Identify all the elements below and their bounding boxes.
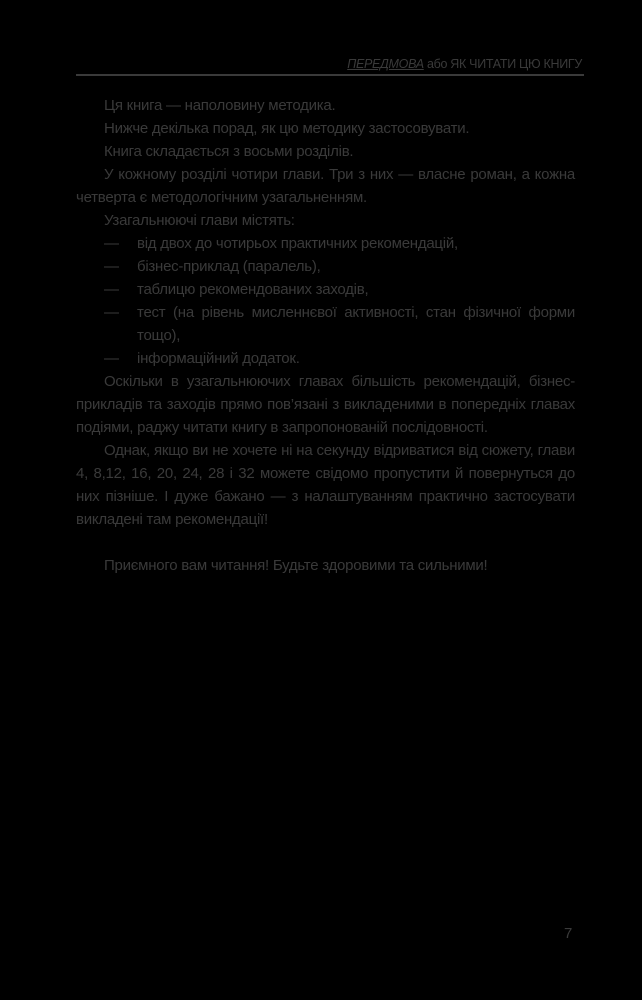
- paragraph: Ця книга — наполовину методика.: [104, 97, 336, 114]
- bullet-list: [76, 232, 575, 370]
- running-header: [347, 57, 582, 71]
- running-header-section: ПЕРЕДМОВА: [347, 57, 424, 71]
- list-item-text: тест (на рівень мисленнєвої активності, стан фізичної форми тощо),: [137, 304, 575, 344]
- list-item-text: таблицю рекомендованих заходів,: [137, 281, 369, 298]
- paragraph: Книга складається з восьми розділів.: [104, 143, 354, 160]
- header-divider: [76, 74, 584, 76]
- paragraph: Оскільки в узагальнюючих главах більшість рекомендацій, бізнес-прикладів та заходів прямо пов’язані з викладеними в попередніх главах подіями, раджу читати книгу в запропонованій послідовності.: [76, 373, 575, 436]
- list-item-text: від двох до чотирьох практичних рекомендацій,: [137, 235, 458, 252]
- list-item: [76, 278, 575, 301]
- dash-bullet: —: [104, 350, 119, 367]
- page-body: [76, 94, 575, 577]
- list-item-text: бізнес-приклад (паралель),: [137, 258, 321, 275]
- paragraph: Нижче декілька порад, як цю методику застосовувати.: [104, 120, 470, 137]
- running-header-title: або ЯК ЧИТАТИ ЦЮ КНИГУ: [423, 57, 582, 71]
- page-number: 7: [564, 925, 573, 942]
- dash-bullet: —: [104, 258, 119, 275]
- list-item: [76, 232, 575, 255]
- list-item: [76, 301, 575, 347]
- dash-bullet: —: [104, 281, 119, 298]
- list-item: [76, 255, 575, 278]
- closing-line: Приємного вам читання! Будьте здоровими та сильними!: [104, 557, 488, 574]
- list-item: [76, 347, 575, 370]
- paragraph: У кожному розділі чотири глави. Три з них — власне роман, а кожна четверта є методологічним узагальненням.: [76, 166, 575, 206]
- dash-bullet: —: [104, 304, 119, 321]
- paragraph: Однак, якщо ви не хочете ні на секунду відриватися від сюжету, глави 4, 8,12, 16, 20, 24, 28 і 32 можете свідомо пропустити й повернуться до них пізніше. І дуже бажано — з налаштуванням практично застосувати викладені там рекомендації!: [76, 442, 575, 528]
- paragraph: Узагальнюючі глави містять:: [104, 212, 295, 229]
- list-item-text: інформаційний додаток.: [137, 350, 300, 367]
- dash-bullet: —: [104, 235, 119, 252]
- blank-line: [76, 531, 575, 554]
